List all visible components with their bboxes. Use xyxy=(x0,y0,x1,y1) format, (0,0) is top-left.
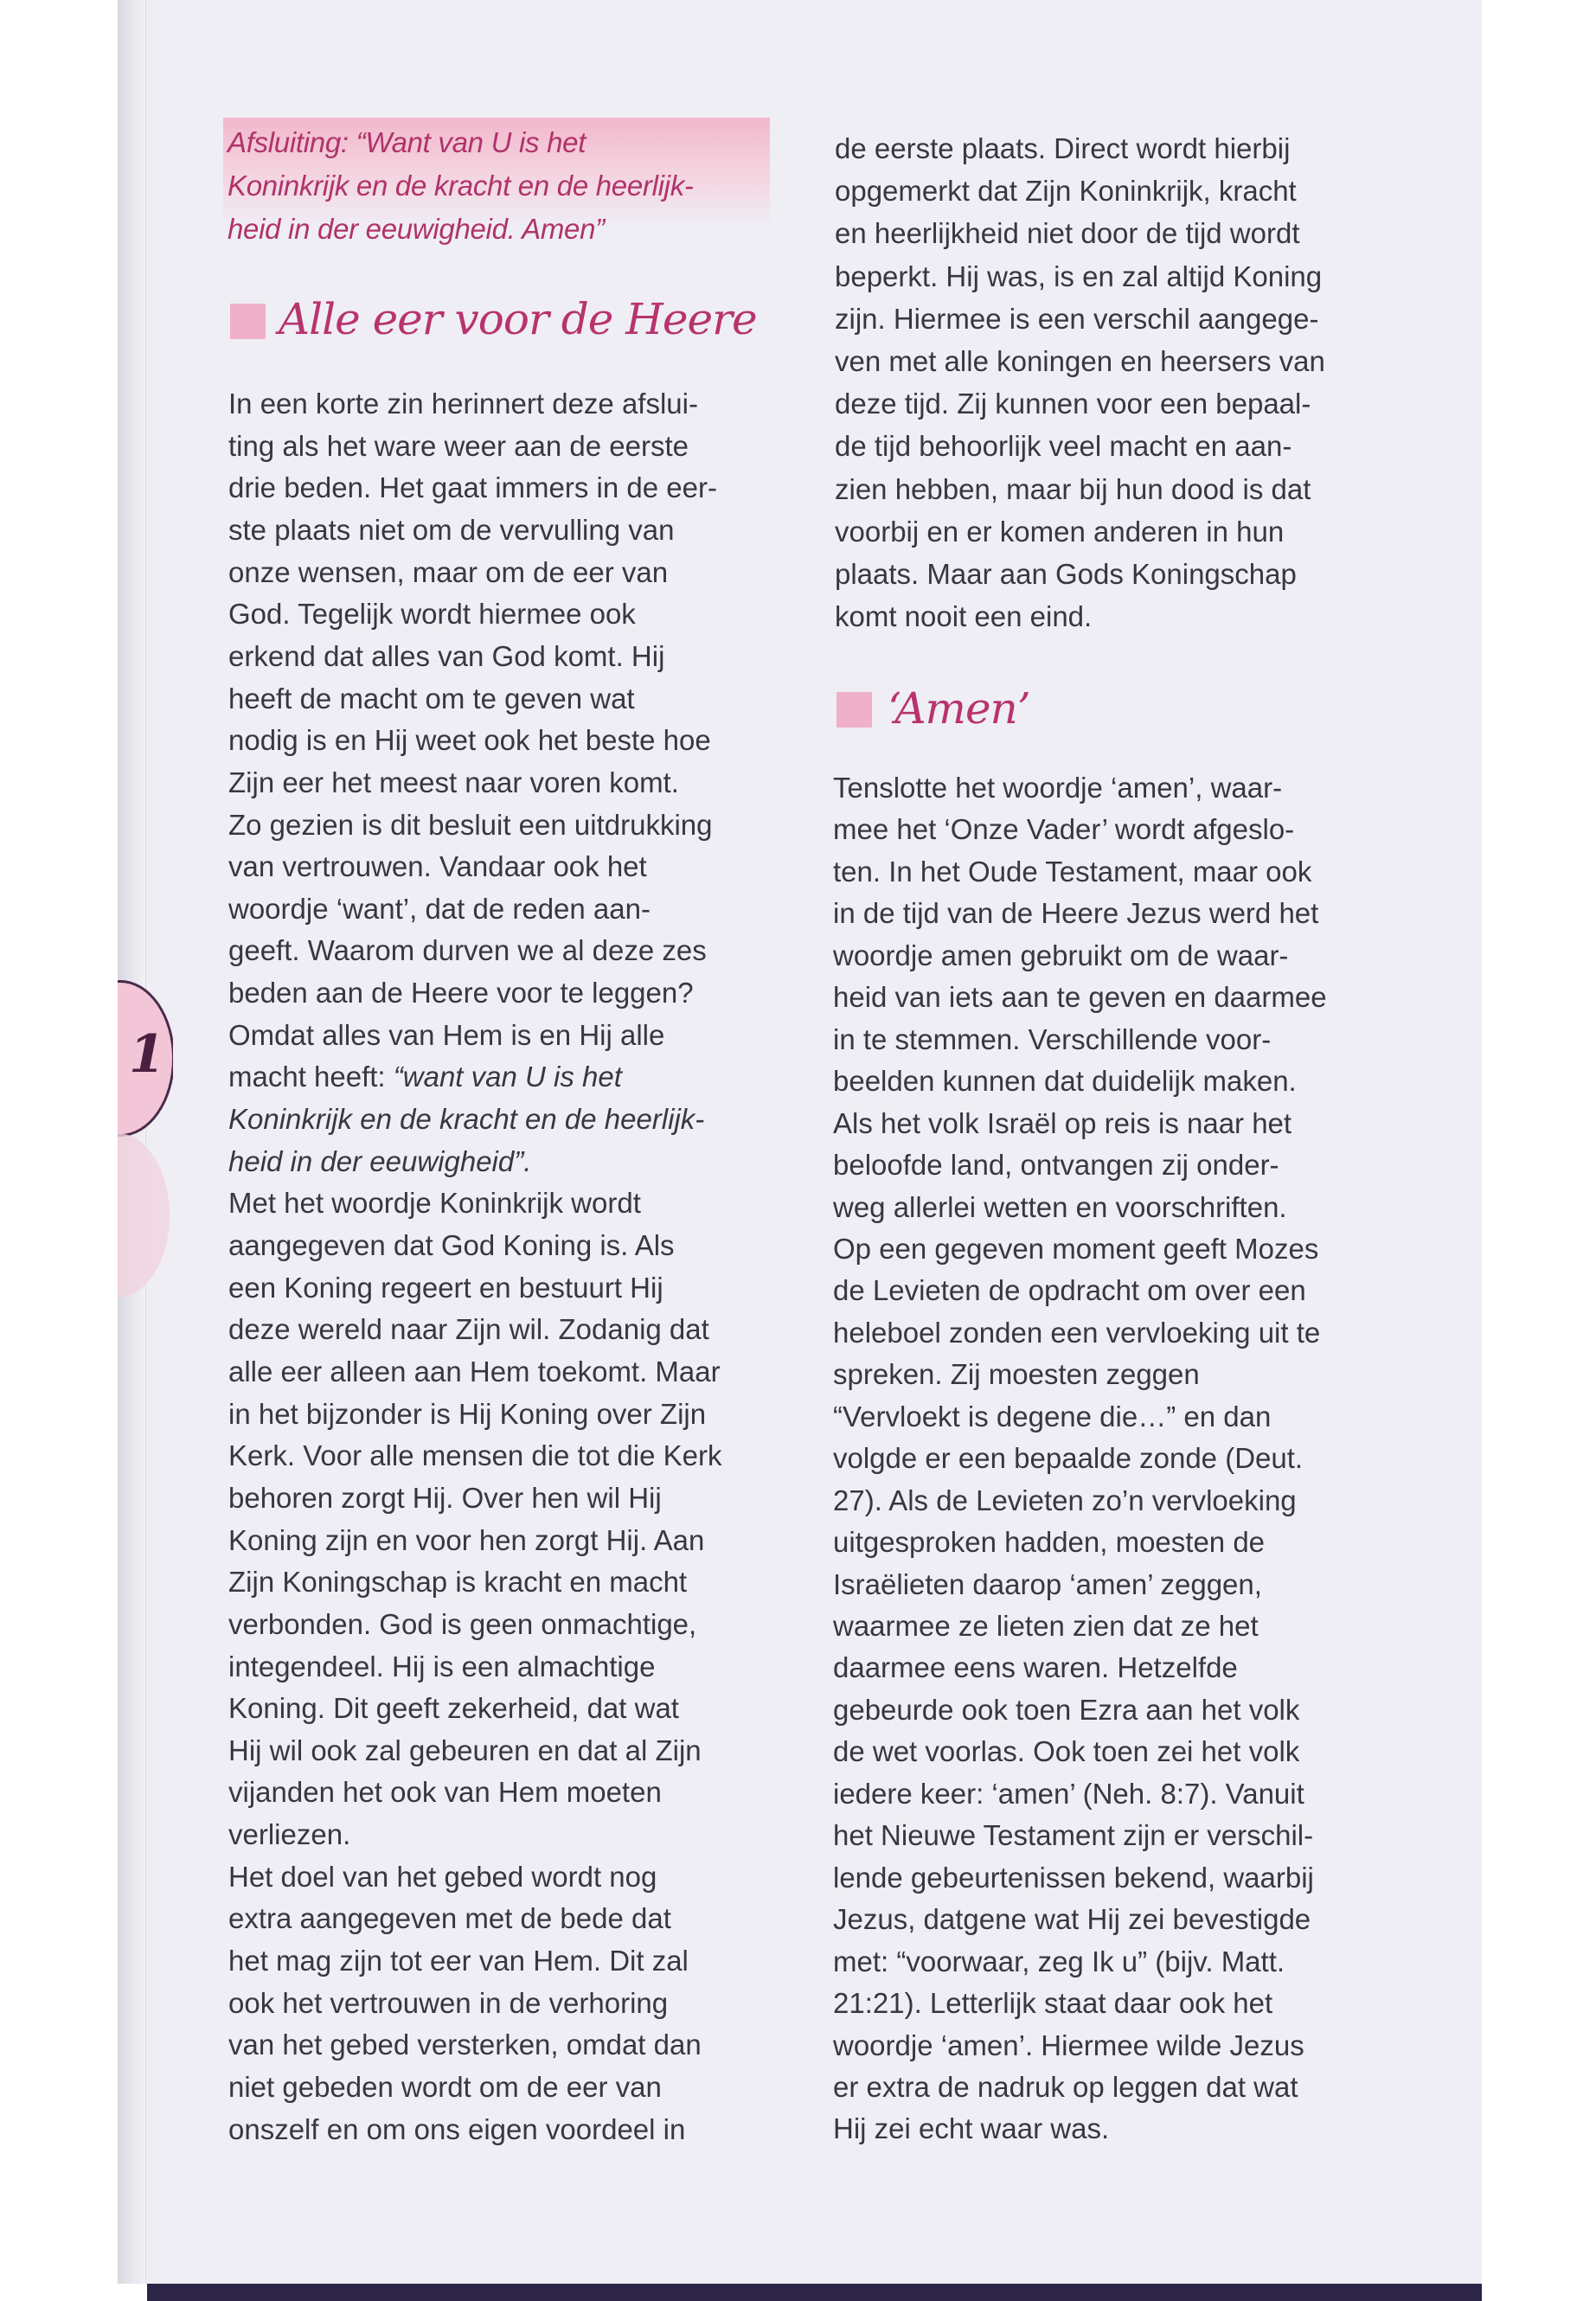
text-line: volgde er een bepaalde zonde (Deut. xyxy=(833,1442,1304,1475)
section-heading-alle-eer: Alle eer voor de Heere xyxy=(279,294,757,344)
text-line: extra aangegeven met de bede dat xyxy=(228,1902,671,1935)
text-line: in de tijd van de Heere Jezus werd het xyxy=(833,897,1319,930)
text-line: Koning. Dit geeft zekerheid, dat wat xyxy=(228,1692,679,1725)
text-line: de eerste plaats. Direct wordt hierbij xyxy=(835,132,1291,164)
bottom-cover-band xyxy=(147,2284,1482,2301)
text-line: ven met alle koningen en heersers van xyxy=(835,345,1325,377)
text-line: nodig is en Hij weet ook het beste hoe xyxy=(228,724,711,757)
text-line: heeft de macht om te geven wat xyxy=(228,682,635,715)
text-line: beperkt. Hij was, is en zal altijd Koning xyxy=(835,260,1323,292)
text-line: Tenslotte het woordje ‘amen’, waar- xyxy=(833,772,1283,804)
chapter-tab-circle xyxy=(118,980,173,1137)
text-line: Hij zei echt waar was. xyxy=(833,2112,1110,2145)
text-line: niet gebeden wordt om de eer van xyxy=(228,2071,662,2103)
text-line: Omdat alles van Hem is en Hij alle xyxy=(228,1018,665,1051)
text-line: en heerlijkheid niet door de tijd wordt xyxy=(835,217,1300,250)
text-line: in te stemmen. Verschillende voor- xyxy=(833,1022,1272,1055)
text-line: weg allerlei wetten en voorschriften. xyxy=(833,1190,1287,1223)
text-line: Israëlieten daarop ‘amen’ zeggen, xyxy=(833,1567,1262,1600)
callout-line: Afsluiting: “Want van U is het xyxy=(228,126,586,158)
text-line: In een korte zin herinnert deze afslui- xyxy=(228,388,698,420)
text-line xyxy=(228,1102,704,1137)
text-line: het mag zijn tot eer van Hem. Dit zal xyxy=(228,1945,689,1977)
text-line: Jezus, datgene wat Hij zei bevestigde xyxy=(833,1903,1311,1936)
text-line: God. Tegelijk wordt hiermee ook xyxy=(228,598,636,631)
text-line: gebeurde ook toen Ezra aan het volk xyxy=(833,1693,1300,1726)
text-line: drie beden. Het gaat immers in de eer- xyxy=(228,471,717,504)
text-line: komt nooit een eind. xyxy=(835,600,1093,633)
text-line: opgemerkt dat Zijn Koninkrijk, kracht xyxy=(835,175,1297,208)
chapter-tab-circle-faded xyxy=(118,1133,170,1298)
text-line: Zijn Koningschap is kracht en macht xyxy=(228,1566,688,1599)
callout-line: heid in der eeuwigheid. Amen” xyxy=(228,213,605,245)
text-line: woordje ‘amen’. Hiermee wilde Jezus xyxy=(833,2029,1304,2061)
text-line: een Koning regeert en bestuurt Hij xyxy=(228,1271,663,1304)
text-line: onszelf en om ons eigen voordeel in xyxy=(228,2112,686,2145)
chapter-tab-number: 1 xyxy=(129,1024,165,1085)
text-line: “Vervloekt is degene die…” en dan xyxy=(833,1400,1272,1433)
text-line: erkend dat alles van God komt. Hij xyxy=(228,639,665,672)
text-line: verliezen. xyxy=(228,1818,351,1851)
text-line: ten. In het Oude Testament, maar ook xyxy=(833,855,1312,888)
text-line: het Nieuwe Testament zijn er verschil- xyxy=(833,1819,1314,1852)
text-line: verbonden. God is geen onmachtige, xyxy=(228,1607,697,1640)
text-line: Op een gegeven moment geeft Mozes xyxy=(833,1232,1319,1265)
text-line: uitgesproken hadden, moesten de xyxy=(833,1526,1266,1559)
italic-quote-segment: Koninkrijk en de kracht en de heerlijk- xyxy=(228,1103,705,1136)
section-heading-amen: ‘Amen’ xyxy=(888,683,1030,734)
text-line: onze wensen, maar om de eer van xyxy=(228,555,669,588)
text-line: deze tijd. Zij kunnen voor een bepaal- xyxy=(835,388,1311,420)
text-line: Het doel van het gebed wordt nog xyxy=(228,1860,657,1893)
text-line: Koning zijn en voor hen zorgt Hij. Aan xyxy=(228,1523,705,1556)
text-line: met: “voorwaar, zeg Ik u” (bijv. Matt. xyxy=(833,1945,1285,1977)
text-line: van vertrouwen. Vandaar ook het xyxy=(228,850,647,883)
text-line xyxy=(228,1144,531,1179)
text-line: Als het volk Israël op reis is naar het xyxy=(833,1106,1292,1139)
text-line: 27). Als de Levieten zo’n vervloeking xyxy=(833,1484,1297,1516)
text-line: deze wereld naar Zijn wil. Zodanig dat xyxy=(228,1313,709,1346)
text-line: vijanden het ook van Hem moeten xyxy=(228,1776,662,1809)
heading-square-icon xyxy=(230,304,266,339)
text-line: Zijn eer het meest naar voren komt. xyxy=(228,766,679,798)
text-line: Kerk. Voor alle mensen die tot die Kerk xyxy=(228,1439,722,1472)
text-line: ste plaats niet om de vervulling van xyxy=(228,513,675,546)
text-line: beelden kunnen dat duidelijk maken. xyxy=(833,1065,1297,1098)
text-line: 21:21). Letterlijk staat daar ook het xyxy=(833,1987,1273,2020)
text-segment: macht heeft: xyxy=(228,1061,394,1093)
text-line: iedere keer: ‘amen’ (Neh. 8:7). Vanuit xyxy=(833,1777,1304,1810)
text-line: mee het ‘Onze Vader’ wordt afgeslo- xyxy=(833,813,1295,846)
text-line: geeft. Waarom durven we al deze zes xyxy=(228,934,707,967)
text-line: in het bijzonder is Hij Koning over Zijn xyxy=(228,1397,707,1430)
text-line xyxy=(228,1060,622,1094)
text-line: Zo gezien is dit besluit een uitdrukking xyxy=(228,808,713,841)
text-line: Met het woordje Koninkrijk wordt xyxy=(228,1187,641,1220)
text-line: alle eer alleen aan Hem toekomt. Maar xyxy=(228,1355,721,1388)
text-line: ook het vertrouwen in de verhoring xyxy=(228,1986,669,2019)
text-line: er extra de nadruk op leggen dat wat xyxy=(833,2070,1298,2103)
text-line: zijn. Hiermee is een verschil aangege- xyxy=(835,302,1319,335)
text-line: voorbij en er komen anderen in hun xyxy=(835,515,1285,548)
callout-line: Koninkrijk en de kracht en de heerlijk- xyxy=(228,170,694,202)
italic-quote-segment: “want van U is het xyxy=(393,1061,622,1093)
text-line: lende gebeurtenissen bekend, waarbij xyxy=(833,1861,1314,1894)
text-line: beden aan de Heere voor te leggen? xyxy=(228,977,694,1009)
text-line: zien hebben, maar bij hun dood is dat xyxy=(835,472,1311,505)
text-line: aangegeven dat God Koning is. Als xyxy=(228,1229,675,1261)
text-line: heleboel zonden een vervloeking uit te xyxy=(833,1316,1321,1349)
text-line: daarmee eens waren. Hetzelfde xyxy=(833,1651,1238,1684)
text-line: de wet voorlas. Ook toen zei het volk xyxy=(833,1735,1300,1768)
text-line: heid van iets aan te geven en daarmee xyxy=(833,981,1327,1014)
text-line: behoren zorgt Hij. Over hen wil Hij xyxy=(228,1481,662,1514)
text-line: woordje amen gebruikt om de waar- xyxy=(833,939,1289,971)
text-line: integendeel. Hij is een almachtige xyxy=(228,1650,656,1682)
text-line: plaats. Maar aan Gods Koningschap xyxy=(835,558,1297,590)
text-line: Hij wil ook zal gebeuren en dat al Zijn xyxy=(228,1734,702,1766)
chapter-tab xyxy=(118,952,173,1332)
text-line: beloofde land, ontvangen zij onder- xyxy=(833,1149,1279,1182)
heading-square-icon xyxy=(836,692,872,727)
italic-quote-segment: heid in der eeuwigheid”. xyxy=(228,1144,532,1177)
text-line: de Levieten de opdracht om over een xyxy=(833,1274,1306,1307)
text-line: van het gebed versterken, omdat dan xyxy=(228,2029,702,2061)
text-line: de tijd behoorlijk veel macht en aan- xyxy=(835,430,1292,463)
text-line: waarmee ze lieten zien dat ze het xyxy=(833,1610,1259,1642)
text-line: woordje ‘want’, dat de reden aan- xyxy=(228,892,651,925)
text-line: ting als het ware weer aan de eerste xyxy=(228,429,689,462)
text-line: spreken. Zij moesten zeggen xyxy=(833,1358,1200,1391)
